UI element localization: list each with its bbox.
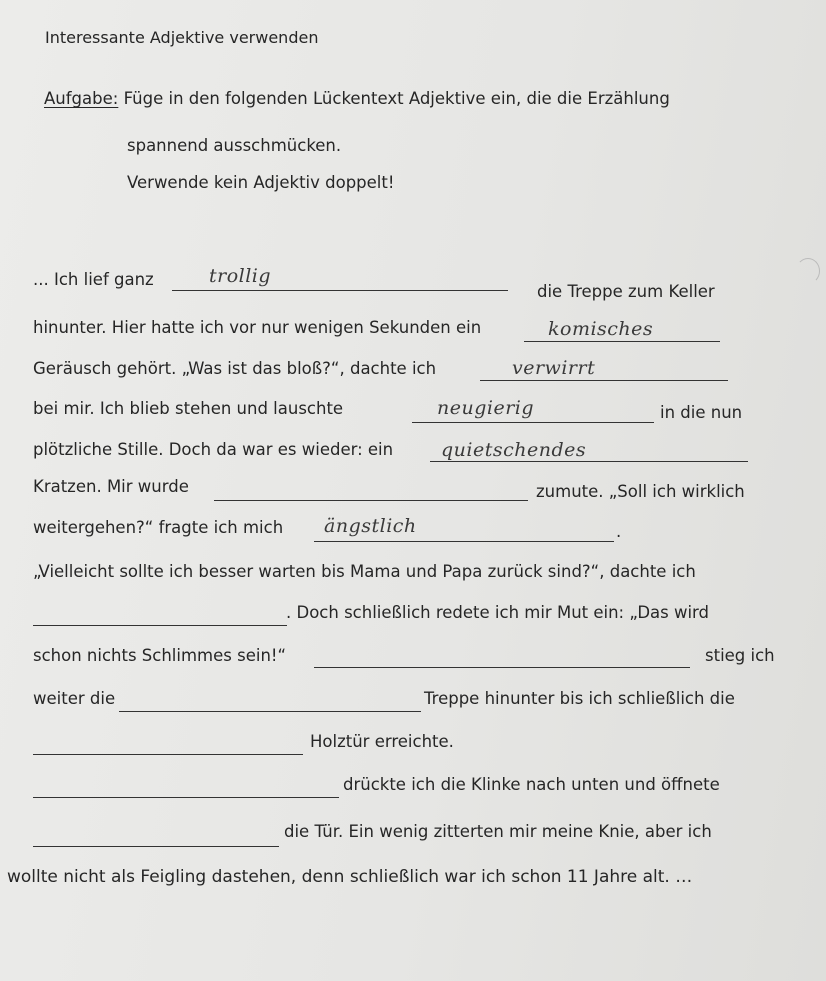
answer-1: trollig xyxy=(209,265,272,287)
story-line-14: die Tür. Ein wenig zitterten mir meine Knie, aber ich xyxy=(284,822,712,841)
blank-5[interactable] xyxy=(430,461,748,462)
blank-10[interactable] xyxy=(119,711,421,712)
blank-9[interactable] xyxy=(314,667,690,668)
blank-11[interactable] xyxy=(33,754,303,755)
answer-4: neugierig xyxy=(437,397,535,419)
story-line-9: . Doch schließlich redete ich mir Mut ein: „Das wird xyxy=(286,603,710,622)
story-line-2: hinunter. Hier hatte ich vor nur wenigen Sekunden ein xyxy=(33,318,482,337)
story-line-1a: ... Ich lief ganz xyxy=(33,270,154,289)
worksheet-title: Interessante Adjektive verwenden xyxy=(45,28,319,47)
blank-6[interactable] xyxy=(214,500,528,501)
story-line-4a: bei mir. Ich blieb stehen und lauschte xyxy=(33,399,344,418)
story-line-4b: in die nun xyxy=(660,403,743,422)
story-line-1b: die Treppe zum Keller xyxy=(537,282,715,301)
story-line-3: Geräusch gehört. „Was ist das bloß?“, dachte ich xyxy=(33,359,437,378)
story-line-5: plötzliche Stille. Doch da war es wieder: ein xyxy=(33,440,394,459)
blank-8[interactable] xyxy=(33,625,287,626)
task-text-3: Verwende kein Adjektiv doppelt! xyxy=(127,173,395,192)
blank-13[interactable] xyxy=(33,846,279,847)
task-text-1: Füge in den folgenden Lückentext Adjektive ein, die die Erzählung xyxy=(123,89,670,108)
story-line-12: Holztür erreichte. xyxy=(310,732,454,751)
task-line-1 xyxy=(44,89,670,108)
blank-4[interactable] xyxy=(412,422,654,423)
story-line-15: wollte nicht als Feigling dastehen, denn schließlich war ich schon 11 Jahre alt. … xyxy=(7,867,693,887)
blank-3[interactable] xyxy=(480,380,728,381)
answer-2: komisches xyxy=(548,318,654,340)
story-line-6b: zumute. „Soll ich wirklich xyxy=(536,482,745,501)
binder-hole-mark xyxy=(796,258,820,284)
answer-3: verwirrt xyxy=(512,357,596,379)
story-line-11a: weiter die xyxy=(33,689,116,708)
story-line-13: drückte ich die Klinke nach unten und öffnete xyxy=(343,775,720,794)
story-line-11b: Treppe hinunter bis ich schließlich die xyxy=(424,689,735,708)
story-line-8: „Vielleicht sollte ich besser warten bis Mama und Papa zurück sind?“, dachte ich xyxy=(33,562,696,581)
story-line-7b: . xyxy=(616,522,622,541)
blank-2[interactable] xyxy=(524,341,720,342)
story-line-10a: schon nichts Schlimmes sein!“ xyxy=(33,646,287,665)
task-text-2: spannend ausschmücken. xyxy=(127,136,342,155)
answer-6: ängstlich xyxy=(324,515,417,537)
story-line-10b: stieg ich xyxy=(705,646,775,665)
blank-12[interactable] xyxy=(33,797,339,798)
blank-1[interactable] xyxy=(172,290,508,291)
story-line-6a: Kratzen. Mir wurde xyxy=(33,477,189,496)
story-line-7a: weitergehen?“ fragte ich mich xyxy=(33,518,284,537)
answer-5: quietschendes xyxy=(441,439,587,461)
task-label: Aufgabe: xyxy=(44,89,119,108)
blank-7[interactable] xyxy=(314,541,614,542)
